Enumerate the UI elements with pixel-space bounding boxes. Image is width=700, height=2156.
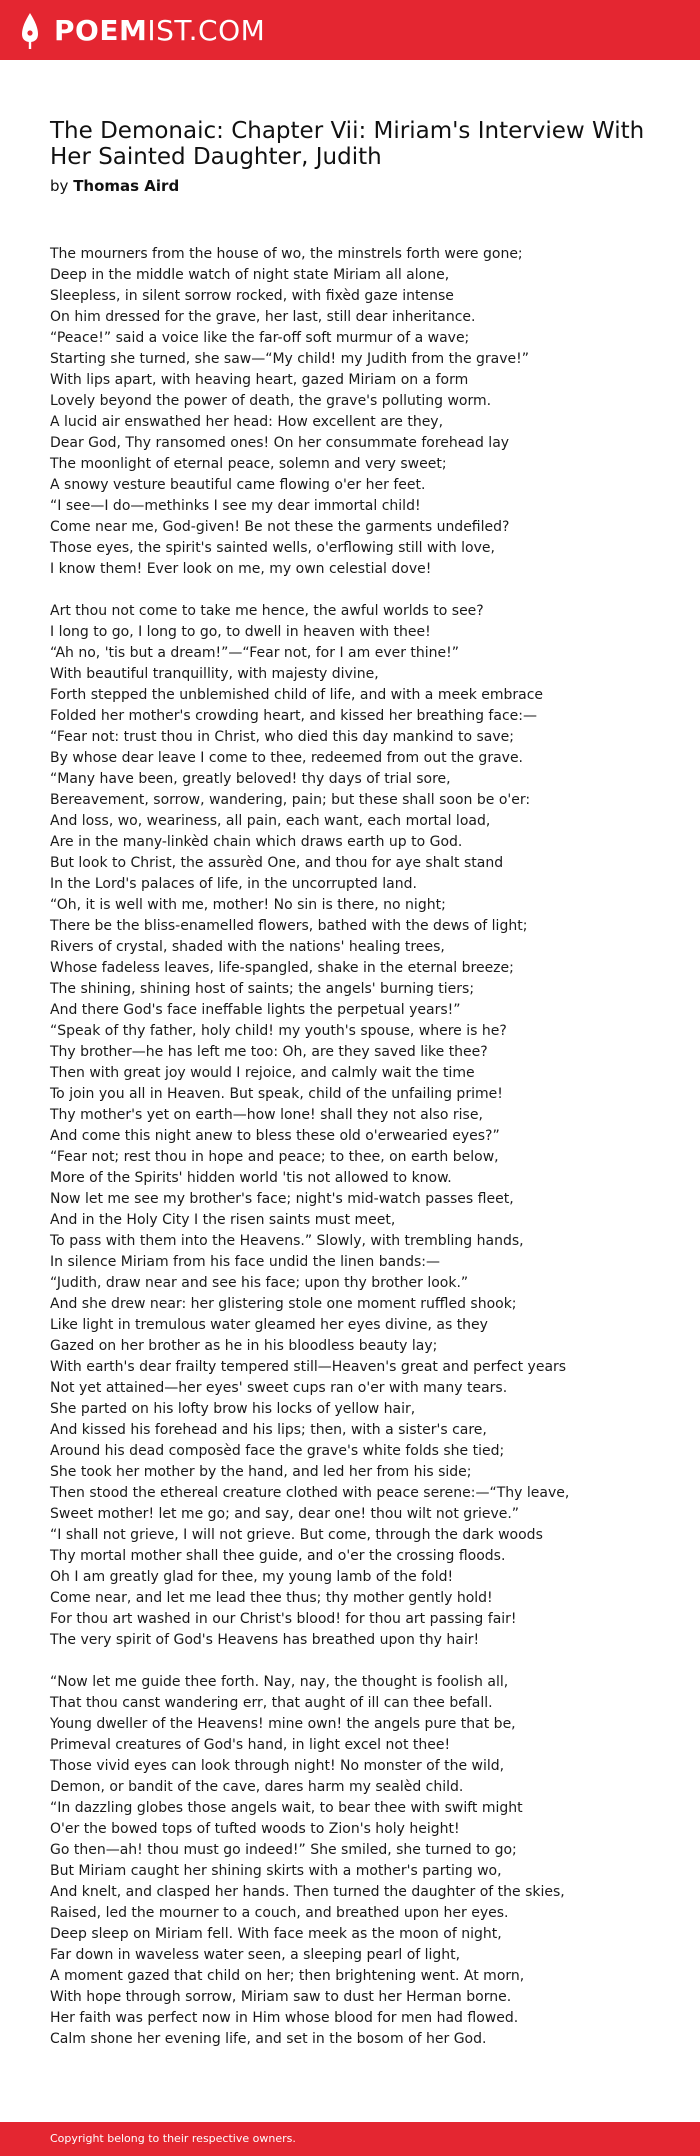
poem-line: Now let me see my brother's face; night's mid-watch passes fleet,	[50, 1191, 514, 1207]
poem-line: Are in the many-linkèd chain which draws earth up to God.	[50, 834, 463, 850]
poem-line: Oh I am greatly glad for thee, my young lamb of the fold!	[50, 1569, 454, 1585]
poem-line: Those vivid eyes can look through night! No monster of the wild,	[50, 1758, 505, 1774]
logo-strong-text: POEM	[54, 14, 148, 47]
poem-line: Folded her mother's crowding heart, and kissed her breathing face:—	[50, 708, 537, 724]
poem-line: There be the bliss-enamelled flowers, bathed with the dews of light;	[50, 918, 528, 934]
poem-line: Rivers of crystal, shaded with the nations' healing trees,	[50, 939, 445, 955]
poem-line: Primeval creatures of God's hand, in light excel not thee!	[50, 1737, 451, 1753]
poem-line: The mourners from the house of wo, the minstrels forth were gone;	[50, 246, 523, 262]
poem-line: “Judith, draw near and see his face; upon thy brother look.”	[50, 1275, 469, 1291]
poem-line: To pass with them into the Heavens.” Slowly, with trembling hands,	[50, 1233, 524, 1249]
author-link[interactable]: Thomas Aird	[73, 177, 180, 195]
poem-line: Then with great joy would I rejoice, and calmly wait the time	[50, 1065, 475, 1081]
poem-line: Art thou not come to take me hence, the awful worlds to see?	[50, 603, 484, 619]
poem-line: “Many have been, greatly beloved! thy days of trial sore,	[50, 771, 451, 787]
poem-line: “Speak of thy father, holy child! my youth's spouse, where is he?	[50, 1023, 507, 1039]
by-label: by	[50, 177, 69, 195]
poem-line: She parted on his lofty brow his locks of yellow hair,	[50, 1401, 416, 1417]
poem-line: But look to Christ, the assurèd One, and thou for aye shalt stand	[50, 855, 504, 871]
poem-line: With earth's dear frailty tempered still—Heaven's great and perfect years	[50, 1359, 567, 1375]
poem-line: And come this night anew to bless these old o'erwearied eyes?”	[50, 1128, 500, 1144]
poem-line: Lovely beyond the power of death, the grave's polluting worm.	[50, 393, 492, 409]
poem-line: Those eyes, the spirit's sainted wells, o'erflowing still with love,	[50, 540, 495, 556]
poem-line: Demon, or bandit of the cave, dares harm my sealèd child.	[50, 1779, 464, 1795]
poem-line: In the Lord's palaces of life, in the uncorrupted land.	[50, 876, 417, 892]
poem-title: The Demonaic: Chapter Vii: Miriam's Interview With Her Sainted Daughter, Judith	[50, 118, 645, 170]
poem-line: “Now let me guide thee forth. Nay, nay, the thought is foolish all,	[50, 1674, 509, 1690]
poem-line: With hope through sorrow, Miriam saw to dust her Herman borne.	[50, 1989, 512, 2005]
stanza	[50, 244, 660, 580]
poem-line: Her faith was perfect now in Him whose blood for men had flowed.	[50, 2010, 519, 2026]
poem-line: “Ah no, 'tis but a dream!”—“Fear not, for I am ever thine!”	[50, 645, 460, 661]
site-footer	[0, 2122, 700, 2156]
poem-line: Thy mother's yet on earth—how lone! shall they not also rise,	[50, 1107, 483, 1123]
poem-line: Starting she turned, she saw—“My child! my Judith from the grave!”	[50, 351, 530, 367]
poem-line: And there God's face ineffable lights the perpetual years!”	[50, 1002, 461, 1018]
poem-line: Gazed on her brother as he in his bloodless beauty lay;	[50, 1338, 438, 1354]
poem-line: And she drew near: her glistering stole one moment ruffled shook;	[50, 1296, 517, 1312]
poem-line: Far down in waveless water seen, a sleeping pearl of light,	[50, 1947, 461, 1963]
poem-line: With beautiful tranquillity, with majesty divine,	[50, 666, 379, 682]
poem-line: And knelt, and clasped her hands. Then turned the daughter of the skies,	[50, 1884, 565, 1900]
poem-line: And kissed his forehead and his lips; then, with a sister's care,	[50, 1422, 487, 1438]
quill-pen-icon	[18, 12, 42, 50]
poem-line: The very spirit of God's Heavens has breathed upon thy hair!	[50, 1632, 480, 1648]
poem-line: “Oh, it is well with me, mother! No sin is there, no night;	[50, 897, 446, 913]
poem-line: And in the Holy City I the risen saints must meet,	[50, 1212, 396, 1228]
poem-line: She took her mother by the hand, and led her from his side;	[50, 1464, 472, 1480]
poem-line: Calm shone her evening life, and set in the bosom of her God.	[50, 2031, 487, 2047]
site-logo-text	[54, 13, 265, 49]
copyright-notice: Copyright belong to their respective owners.	[50, 2132, 296, 2145]
poem-line: “I shall not grieve, I will not grieve. But come, through the dark woods	[50, 1527, 543, 1543]
poem-body	[50, 244, 660, 2071]
poem-line: Then stood the ethereal creature clothed with peace serene:—“Thy leave,	[50, 1485, 570, 1501]
poem-line: Bereavement, sorrow, wandering, pain; but these shall soon be o'er:	[50, 792, 531, 808]
poem-line: Go then—ah! thou must go indeed!” She smiled, she turned to go;	[50, 1842, 517, 1858]
poem-line: Come near me, God-given! Be not these the garments undefiled?	[50, 519, 510, 535]
poem-line: “Fear not: trust thou in Christ, who died this day mankind to save;	[50, 729, 514, 745]
poem-line: To join you all in Heaven. But speak, child of the unfailing prime!	[50, 1086, 503, 1102]
poem-line: O'er the bowed tops of tufted woods to Zion's holy height!	[50, 1821, 460, 1837]
stanza	[50, 1672, 660, 2050]
poem-line: Sweet mother! let me go; and say, dear one! thou wilt not grieve.”	[50, 1506, 520, 1522]
poem-line: Sleepless, in silent sorrow rocked, with fixèd gaze intense	[50, 288, 454, 304]
poem-line: A moment gazed that child on her; then brightening went. At morn,	[50, 1968, 525, 1984]
poem-line: By whose dear leave I come to thee, redeemed from out the grave.	[50, 750, 524, 766]
poem-line: Young dweller of the Heavens! mine own! the angels pure that be,	[50, 1716, 516, 1732]
poem-line: Whose fadeless leaves, life-spangled, shake in the eternal breeze;	[50, 960, 514, 976]
poem-line: “I see—I do—methinks I see my dear immortal child!	[50, 498, 421, 514]
site-header	[0, 0, 700, 60]
poem-line: But Miriam caught her shining skirts with a mother's parting wo,	[50, 1863, 502, 1879]
poem-line: Deep in the middle watch of night state Miriam all alone,	[50, 267, 450, 283]
poem-line: “Fear not; rest thou in hope and peace; to thee, on earth below,	[50, 1149, 499, 1165]
poem-line: Not yet attained—her eyes' sweet cups ran o'er with many tears.	[50, 1380, 508, 1396]
poem-line: For thou art washed in our Christ's blood! for thou art passing fair!	[50, 1611, 517, 1627]
poem-line: And loss, wo, weariness, all pain, each want, each mortal load,	[50, 813, 491, 829]
poem-line: “In dazzling globes those angels wait, to bear thee with swift might	[50, 1800, 523, 1816]
stanza	[50, 601, 660, 1651]
logo-light-text: IST.COM	[147, 14, 266, 47]
poem-line: Around his dead composèd face the grave's white folds she tied;	[50, 1443, 505, 1459]
site-logo[interactable]	[18, 12, 265, 50]
poem-line: Thy mortal mother shall thee guide, and o'er the crossing floods.	[50, 1548, 506, 1564]
poem-line: That thou canst wandering err, that aught of ill can thee befall.	[50, 1695, 493, 1711]
poem-line: I long to go, I long to go, to dwell in heaven with thee!	[50, 624, 431, 640]
poem-line: With lips apart, with heaving heart, gazed Miriam on a form	[50, 372, 469, 388]
poem-line: “Peace!” said a voice like the far-off soft murmur of a wave;	[50, 330, 470, 346]
poem-line: Come near, and let me lead thee thus; thy mother gently hold!	[50, 1590, 493, 1606]
poem-line: I know them! Ever look on me, my own celestial dove!	[50, 561, 432, 577]
poem-line: Raised, led the mourner to a couch, and breathed upon her eyes.	[50, 1905, 509, 1921]
byline	[50, 176, 660, 196]
poem-line: Dear God, Thy ransomed ones! On her consummate forehead lay	[50, 435, 510, 451]
poem-line: The shining, shining host of saints; the angels' burning tiers;	[50, 981, 475, 997]
poem-line: A snowy vesture beautiful came flowing o'er her feet.	[50, 477, 426, 493]
poem-line: Like light in tremulous water gleamed her eyes divine, as they	[50, 1317, 488, 1333]
poem-line: Thy brother—he has left me too: Oh, are they saved like thee?	[50, 1044, 488, 1060]
poem-line: In silence Miriam from his face undid the linen bands:—	[50, 1254, 440, 1270]
poem-header	[50, 118, 660, 196]
poem-line: More of the Spirits' hidden world 'tis not allowed to know.	[50, 1170, 452, 1186]
poem-line: On him dressed for the grave, her last, still dear inheritance.	[50, 309, 476, 325]
poem-line: The moonlight of eternal peace, solemn and very sweet;	[50, 456, 447, 472]
poem-line: Deep sleep on Miriam fell. With face meek as the moon of night,	[50, 1926, 502, 1942]
poem-line: Forth stepped the unblemished child of life, and with a meek embrace	[50, 687, 544, 703]
poem-line: A lucid air enswathed her head: How excellent are they,	[50, 414, 444, 430]
